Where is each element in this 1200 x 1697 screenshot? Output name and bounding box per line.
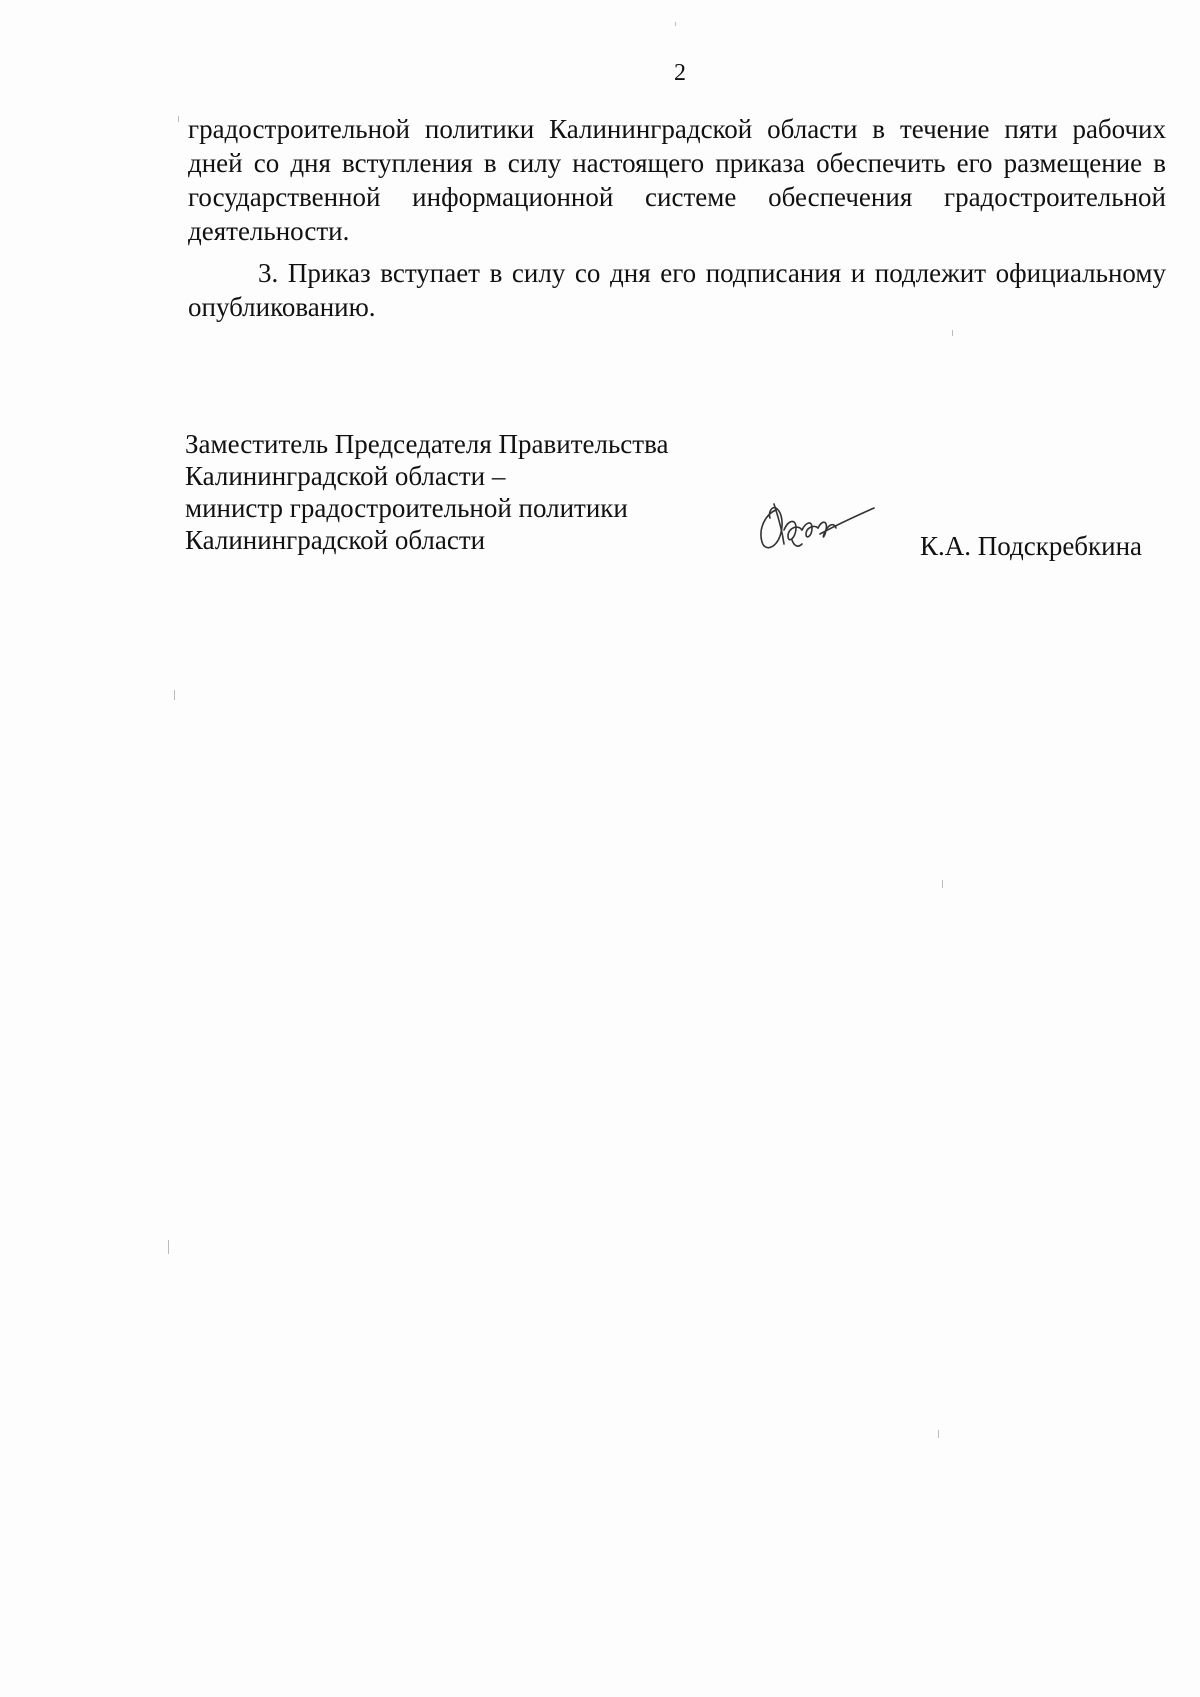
scan-speck xyxy=(178,116,179,122)
body-paragraph-continuation: градостроительной политики Калининградской области в течение пяти рабочих дней со дня вступления в силу настоящего приказа обеспечить его размещение в государственной информационной системе обеспечения градостроительной деятельности. xyxy=(188,114,1166,246)
scan-speck xyxy=(938,1430,939,1438)
scan-speck xyxy=(168,1240,169,1254)
body-paragraph-item-3: 3. Приказ вступает в силу со дня его подписания и подлежит официальному опубликованию. xyxy=(188,258,1166,322)
handwritten-signature-icon xyxy=(748,490,878,560)
signatory-name: К.А. Подскребкина xyxy=(920,531,1143,561)
scan-speck xyxy=(675,22,676,26)
scan-speck xyxy=(942,880,943,888)
signatory-position xyxy=(185,428,745,556)
page-number: 2 xyxy=(674,60,686,86)
signatory-position-line: Калининградской области – xyxy=(185,461,506,491)
signatory-position-line: Калининградской области xyxy=(185,525,486,555)
scan-speck xyxy=(952,330,953,336)
scan-speck xyxy=(174,690,175,700)
signatory-position-line: министр градостроительной политики xyxy=(185,493,628,523)
signatory-position-line: Заместитель Председателя Правительства xyxy=(185,429,669,459)
